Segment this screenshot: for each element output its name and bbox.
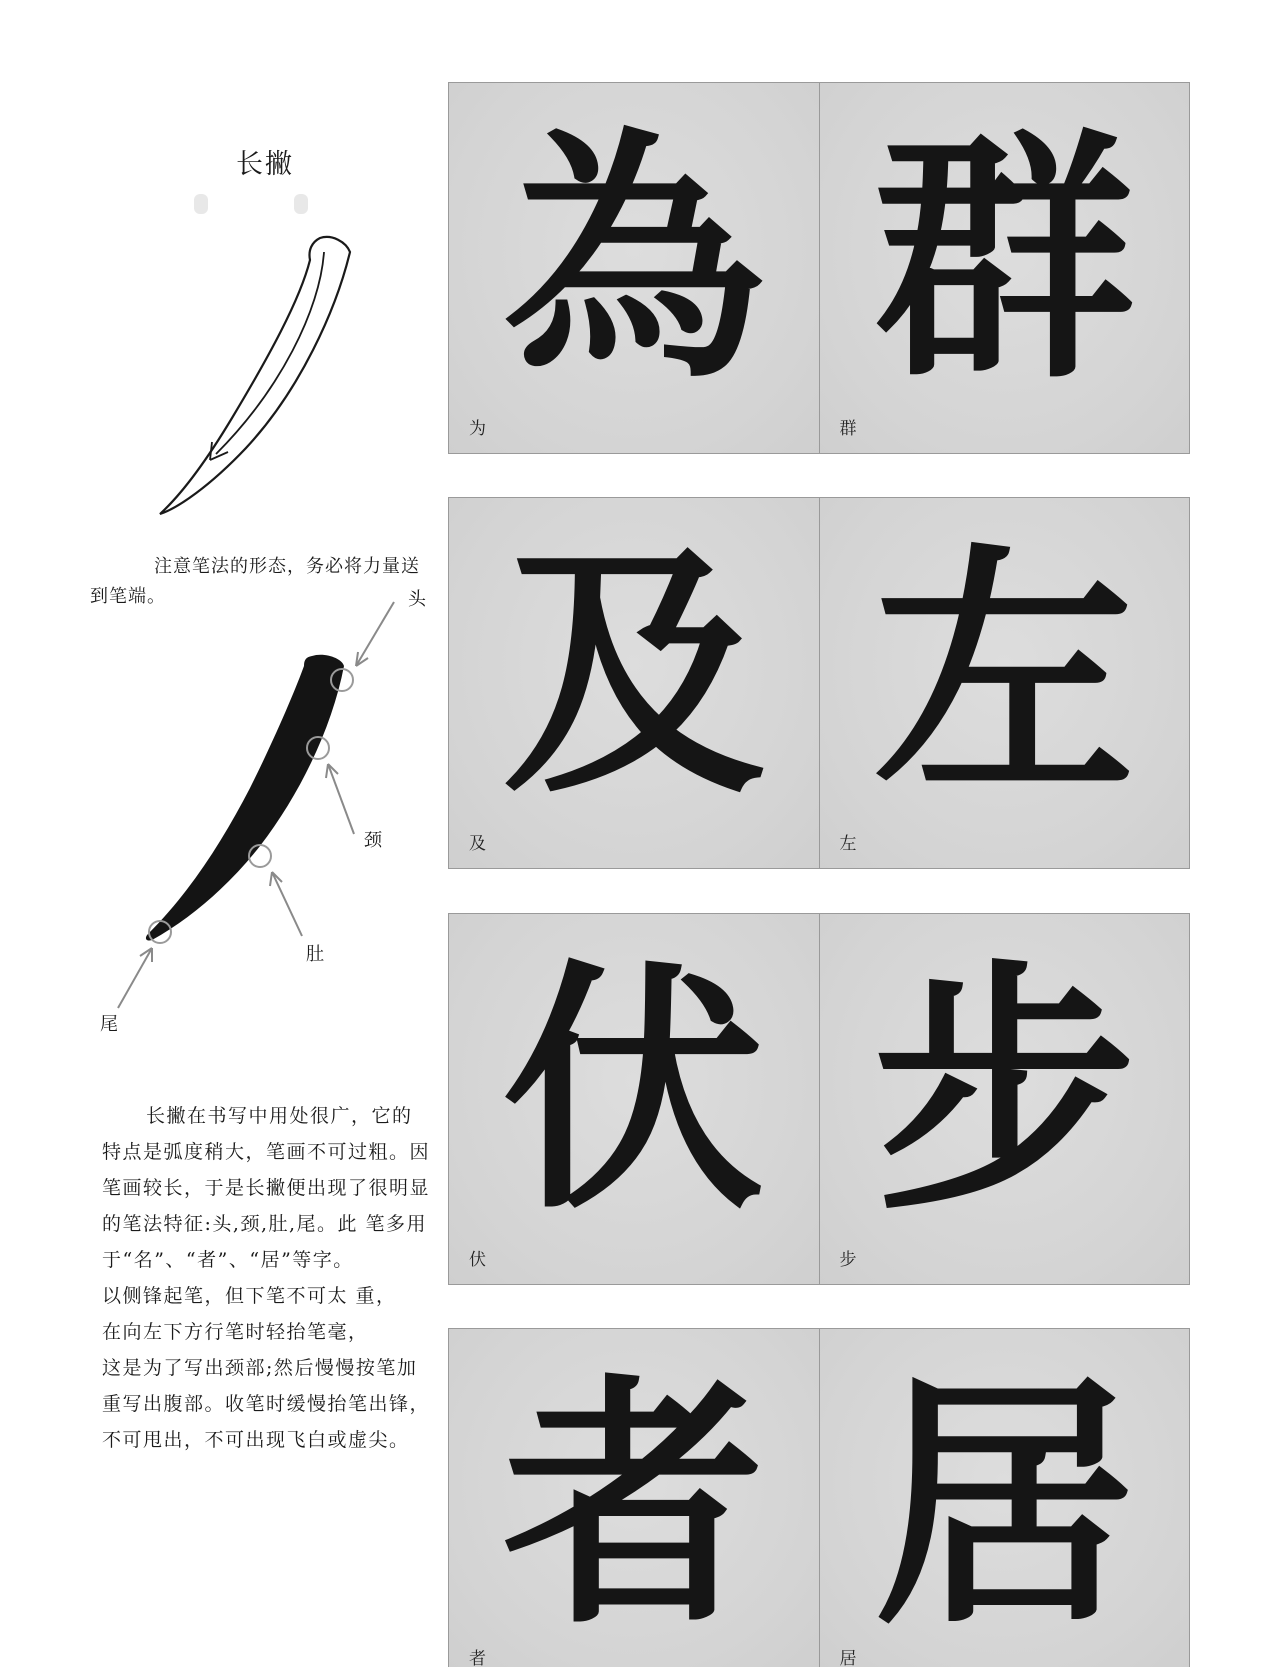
character-label: 群 bbox=[839, 419, 857, 439]
character-label: 为 bbox=[469, 419, 486, 439]
label-belly: 肚 bbox=[306, 944, 324, 965]
character-pair-1 bbox=[448, 82, 1190, 454]
guide-mark-left bbox=[194, 194, 208, 214]
description-line-4: 这是为了写出颈部;然后慢慢按笔加重写出腹部。收笔时缓慢抬笔出锋，不可甩出，不可出现飞白或虚尖。 bbox=[102, 1357, 431, 1451]
character-label: 居 bbox=[839, 1649, 857, 1667]
character-label: 左 bbox=[839, 834, 857, 854]
arrow-head-line bbox=[356, 602, 394, 666]
character-card bbox=[449, 914, 819, 1284]
long-left-falling-stroke bbox=[146, 655, 344, 941]
character-pair-2 bbox=[448, 497, 1190, 869]
character-glyph: 步 bbox=[873, 936, 1136, 1244]
marker-belly bbox=[249, 845, 271, 867]
stroke-outline bbox=[160, 237, 350, 514]
character-glyph: 居 bbox=[873, 1351, 1136, 1659]
label-neck: 颈 bbox=[364, 830, 382, 851]
character-card bbox=[449, 83, 819, 453]
guide-mark-right bbox=[294, 194, 308, 214]
character-card bbox=[449, 498, 819, 868]
character-glyph: 伏 bbox=[502, 936, 765, 1244]
character-glyph: 及 bbox=[502, 520, 765, 828]
character-label: 伏 bbox=[469, 1250, 486, 1270]
stroke-outline-diagram bbox=[150, 190, 380, 530]
character-glyph: 左 bbox=[873, 520, 1136, 828]
character-card bbox=[819, 1329, 1190, 1667]
description-line-3: 在向左下方行笔时轻抬笔毫， bbox=[102, 1321, 369, 1343]
character-glyph: 為 bbox=[502, 105, 765, 413]
arrow-tail-line bbox=[118, 948, 152, 1008]
character-label: 及 bbox=[469, 834, 486, 854]
character-glyph: 群 bbox=[873, 105, 1136, 413]
label-head: 头 bbox=[408, 589, 426, 610]
character-pair-3 bbox=[448, 913, 1190, 1285]
character-pair-4 bbox=[448, 1328, 1190, 1667]
stroke-title: 长撇 bbox=[236, 149, 294, 180]
stroke-anatomy-diagram bbox=[90, 580, 450, 1040]
character-card bbox=[819, 83, 1190, 453]
character-card bbox=[819, 914, 1190, 1284]
stroke-note: 注意笔法的形态，务必将力量送到笔端。 bbox=[90, 556, 420, 607]
character-card bbox=[819, 498, 1190, 868]
character-label: 步 bbox=[839, 1250, 857, 1270]
arrow-neck-line bbox=[328, 764, 354, 834]
description-line-2: 以侧锋起笔，但下笔不可太 重， bbox=[102, 1285, 397, 1307]
label-tail: 尾 bbox=[100, 1014, 118, 1035]
character-card bbox=[449, 1329, 819, 1667]
character-glyph: 者 bbox=[502, 1351, 765, 1659]
character-label: 者 bbox=[469, 1649, 486, 1667]
description-paragraph-1: 长撇在书写中用处很广，它的特点是弧度稍大，笔画不可过粗。因笔画较长，于是长撇便出现了很明显的笔法特征:头,颈,肚,尾。此 笔多用于“名”、“者”、“居”等字。 bbox=[102, 1105, 431, 1271]
arrow-belly-line bbox=[272, 872, 302, 936]
stroke-description bbox=[102, 1098, 432, 1458]
